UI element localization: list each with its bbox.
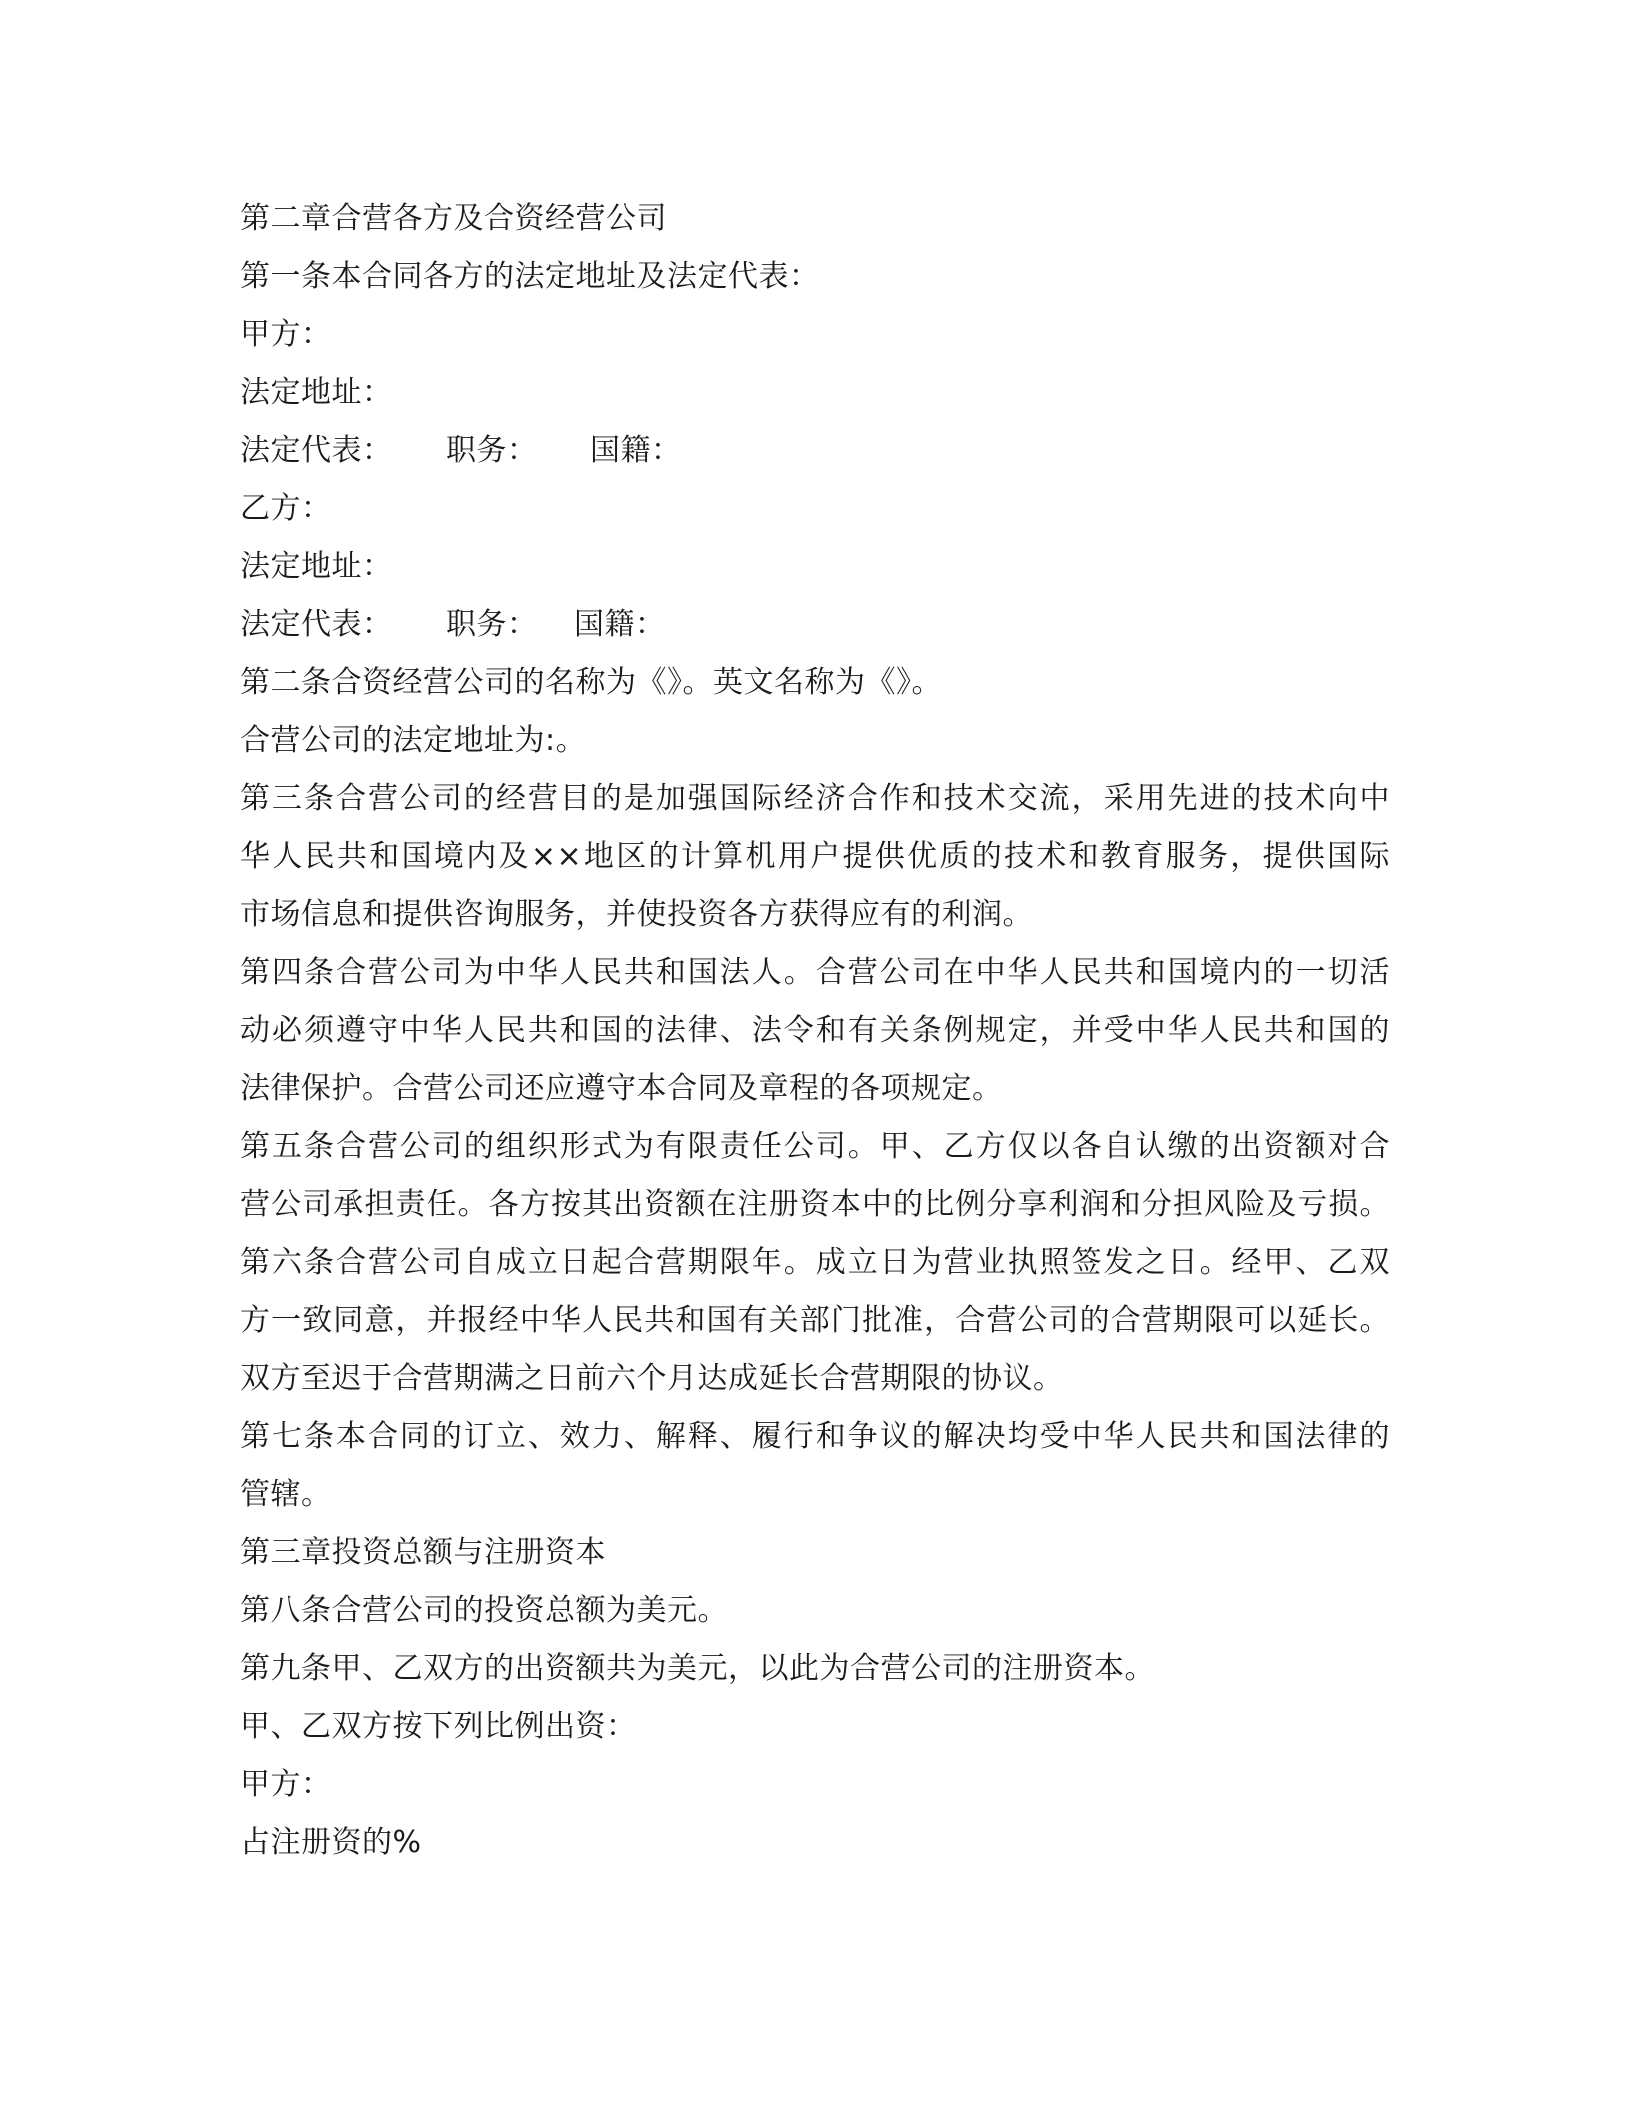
article-5-line: 营公司承担责任。各方按其出资额在注册资本中的比例分享利润和分担风险及亏损。 [240, 1187, 1390, 1222]
party-a-rep-label: 法定代表： [240, 433, 393, 468]
article-7-line: 管辖。 [240, 1477, 332, 1512]
contribution-intro: 甲、乙双方按下列比例出资： [240, 1709, 637, 1744]
party-a-nationality-label: 国籍： [590, 433, 682, 468]
party-b-label: 乙方： [240, 491, 332, 526]
chapter-2-title: 第二章合营各方及合资经营公司 [240, 201, 667, 236]
article-1-title: 第一条本合同各方的法定地址及法定代表： [240, 259, 820, 294]
document-body [240, 190, 1390, 1872]
contribution-share: 占注册资的% [240, 1825, 422, 1860]
party-a-position-label: 职务： [446, 433, 538, 468]
article-3-line: 市场信息和提供咨询服务，并使投资各方获得应有的利润。 [240, 897, 1033, 932]
party-b-position-label: 职务： [446, 607, 538, 642]
article-2-line-1: 第二条合资经营公司的名称为《》。英文名称为《》。 [240, 665, 942, 700]
party-b-address-label: 法定地址： [240, 549, 393, 584]
article-4-line: 第四条合营公司为中华人民共和国法人。合营公司在中华人民共和国境内的一切活 [240, 955, 1390, 990]
article-3-line: 第三条合营公司的经营目的是加强国际经济合作和技术交流，采用先进的技术向中 [240, 781, 1390, 816]
article-7-line: 第七条本合同的订立、效力、解释、履行和争议的解决均受中华人民共和国法律的 [240, 1419, 1390, 1454]
chapter-3-title: 第三章投资总额与注册资本 [240, 1535, 606, 1570]
article-6-line: 第六条合营公司自成立日起合营期限年。成立日为营业执照签发之日。经甲、乙双 [240, 1245, 1390, 1280]
party-b-rep-label: 法定代表： [240, 607, 393, 642]
party-a-rep-line [240, 422, 1390, 480]
article-6-line: 方一致同意，并报经中华人民共和国有关部门批准，合营公司的合营期限可以延长。 [240, 1303, 1390, 1338]
article-4-line: 法律保护。合营公司还应遵守本合同及章程的各项规定。 [240, 1071, 1003, 1106]
article-9: 第九条甲、乙双方的出资额共为美元，以此为合营公司的注册资本。 [240, 1651, 1155, 1686]
party-b-rep-line [240, 596, 1390, 654]
article-4-line: 动必须遵守中华人民共和国的法律、法令和有关条例规定，并受中华人民共和国的 [240, 1013, 1390, 1048]
article-3-line: 华人民共和国境内及××地区的计算机用户提供优质的技术和教育服务，提供国际 [240, 839, 1390, 874]
contribution-party-a: 甲方： [240, 1767, 332, 1802]
article-2-line-2: 合营公司的法定地址为:。 [240, 723, 587, 758]
article-8: 第八条合营公司的投资总额为美元。 [240, 1593, 728, 1628]
party-a-label: 甲方： [240, 317, 332, 352]
article-6-line: 双方至迟于合营期满之日前六个月达成延长合营期限的协议。 [240, 1361, 1064, 1396]
party-b-nationality-label: 国籍： [574, 607, 666, 642]
party-a-address-label: 法定地址： [240, 375, 393, 410]
article-5-line: 第五条合营公司的组织形式为有限责任公司。甲、乙方仅以各自认缴的出资额对合 [240, 1129, 1390, 1164]
